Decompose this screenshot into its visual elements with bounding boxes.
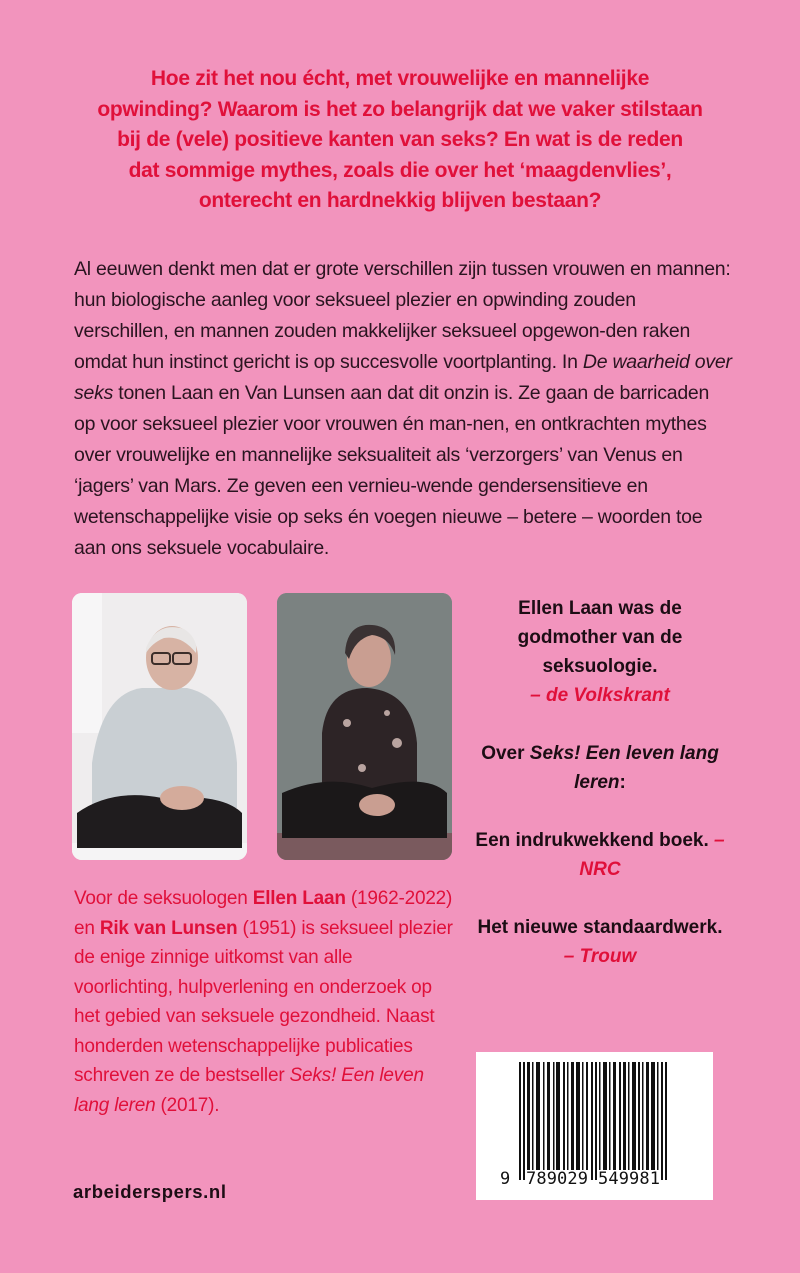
isbn-barcode: [476, 1052, 713, 1200]
press-quotes: [470, 594, 730, 1000]
description-text: tonen Laan en Van Lunsen aan dat dit onzin is. Ze gaan de barricaden op voor seksueel plezier voor vrouwen én man-nen, en ontkrachten mythes over vrouwelijke en mannelijke seksualiteit als ‘verzorgers’ van Venus en ‘jagers’ van Mars. Ze geven een vernieu-wende gendersensitieve en wetenschappelijke visie op seks én voegen nieuwe – betere – woorden toe aan ons seksuele vocabulaire.: [74, 382, 710, 559]
barcode-icon: [476, 1052, 713, 1200]
author-bio: Voor de seksuologen Ellen Laan (1962-2022) en Rik van Lunsen (1951) is seksueel plezier de enige zinnige uitkomst van alle voorlichting, hulpverlening en onderzoek op het gebied van seksuele gezondheid. Naast honderden wetenschappelijke publicaties schreven ze de bestseller Seks! Een leven lang leren (2017).: [74, 888, 453, 1116]
author-photo-rik-van-lunsen: [72, 593, 247, 860]
author-photo-ellen-laan: [277, 593, 452, 860]
quote-volkskrant: [470, 594, 730, 710]
quote-source: – Trouw: [563, 946, 637, 967]
barcode-digits-left: 789029: [526, 1169, 588, 1189]
quote-trouw: [470, 913, 730, 971]
book-title: De waarheid over seks: [74, 351, 732, 404]
intro-line: opwinding? Waarom is het zo belangrijk dat we vaker stilstaan: [97, 97, 703, 121]
book-description: [74, 254, 734, 564]
man-portrait-icon: [72, 593, 247, 860]
quote-source: – de Volkskrant: [530, 685, 670, 706]
barcode-digit-first: 9: [500, 1169, 511, 1189]
intro-question: [60, 64, 740, 217]
author-name-rik-van-lunsen: Rik van Lunsen: [99, 917, 238, 939]
quote-text: Het nieuwe standaardwerk.: [477, 917, 723, 938]
quote-nrc: [470, 826, 730, 884]
author-name-ellen-laan: Ellen Laan: [252, 888, 346, 909]
woman-portrait-icon: [277, 593, 452, 860]
quoted-book-title: Seks! Een leven lang leren: [529, 743, 719, 793]
quote-intro-over: Over Seks! Een leven lang leren:: [481, 743, 719, 793]
bio-book-title: Seks! Een leven lang leren: [74, 1065, 424, 1116]
quote-text: Een indrukwekkend boek.: [475, 830, 715, 851]
intro-line: Hoe zit het nou écht, met vrouwelijke en mannelijke: [150, 67, 650, 90]
intro-line: dat sommige mythes, zoals die over het ‘maagdenvlies’,: [128, 158, 672, 182]
quote-text: Ellen Laan was de godmother van de seksuologie.: [517, 598, 683, 677]
quote-source: – NRC: [579, 830, 725, 880]
barcode-digits-right: 549981: [598, 1169, 660, 1189]
intro-line: onterecht en hardnekkig blijven bestaan?: [198, 189, 602, 212]
publisher-website[interactable]: arbeiderspers.nl: [73, 1181, 227, 1202]
description-text: Al eeuwen denkt men dat er grote verschillen zijn tussen vrouwen en mannen: hun biologische aanleg voor seksueel plezier en opwinding zouden verschillen, en mannen zouden makkelijker seksueel opgewon-den raken omdat hun instinct gericht is op succesvolle voortplanting. In: [74, 258, 731, 373]
intro-line: bij de (vele) positieve kanten van seks? En wat is de reden: [117, 128, 683, 151]
